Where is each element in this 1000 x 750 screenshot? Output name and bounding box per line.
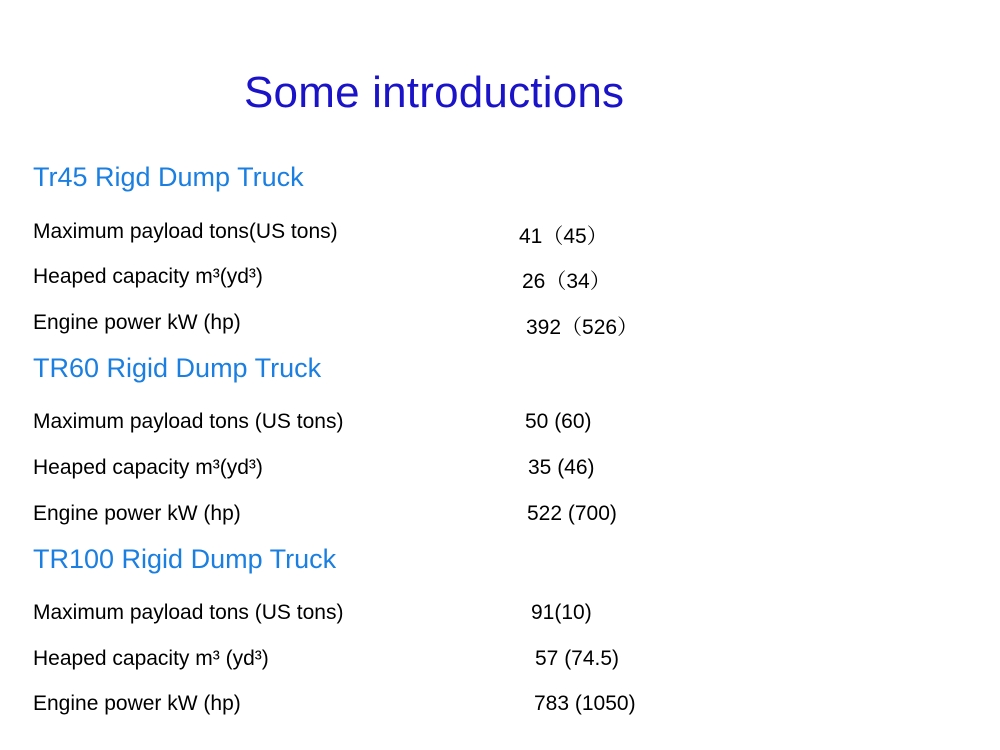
spec-value-payload: 41（45）	[519, 225, 608, 248]
truck-heading-tr60: TR60 Rigid Dump Truck	[33, 353, 322, 383]
spec-label-engine-power: Engine power kW (hp)	[33, 502, 241, 525]
truck-heading-tr45: Tr45 Rigd Dump Truck	[33, 162, 304, 192]
spec-value-capacity: 57 (74.5)	[535, 647, 620, 670]
spec-label-payload: Maximum payload tons (US tons)	[33, 601, 344, 624]
spec-value-payload: 50 (60)	[525, 410, 592, 433]
spec-value-engine-power: 783 (1050)	[534, 692, 636, 715]
spec-label-capacity: Heaped capacity m³(yd³)	[33, 456, 263, 479]
spec-value-engine-power: 522 (700)	[527, 502, 617, 525]
spec-value-engine-power: 392（526）	[526, 316, 639, 339]
spec-label-capacity: Heaped capacity m³ (yd³)	[33, 647, 269, 670]
spec-value-capacity: 35 (46)	[528, 456, 595, 479]
spec-label-engine-power: Engine power kW (hp)	[33, 692, 241, 715]
spec-value-capacity: 26（34）	[522, 270, 611, 293]
spec-label-engine-power: Engine power kW (hp)	[33, 311, 241, 334]
spec-label-payload: Maximum payload tons (US tons)	[33, 410, 344, 433]
spec-label-payload: Maximum payload tons(US tons)	[33, 220, 338, 243]
slide-title: Some introductions	[244, 68, 625, 117]
spec-label-capacity: Heaped capacity m³(yd³)	[33, 265, 263, 288]
spec-value-payload: 91(10)	[531, 601, 592, 624]
truck-heading-tr100: TR100 Rigid Dump Truck	[33, 544, 337, 574]
